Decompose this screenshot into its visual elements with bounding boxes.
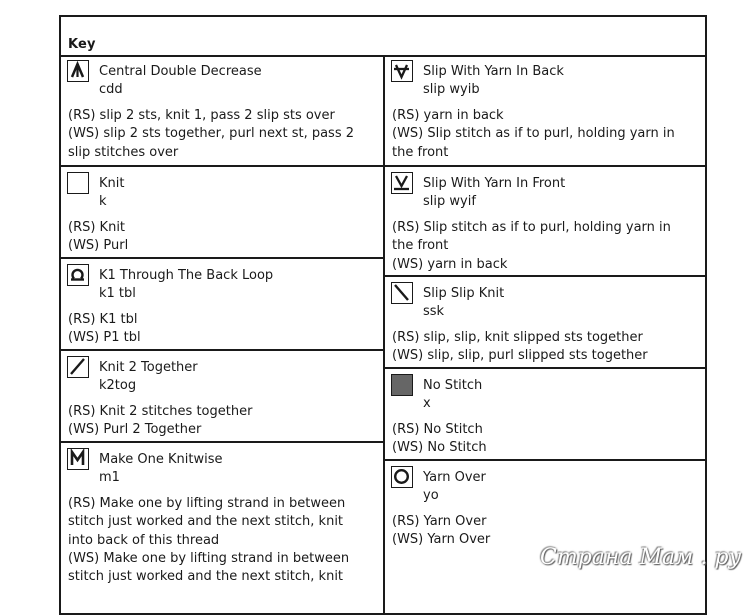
key-header: [61, 17, 705, 57]
description-line: the front: [392, 238, 449, 254]
description-line: (RS) Knit: [68, 220, 126, 235]
entry-abbr: ssk: [423, 304, 445, 319]
description-line: (WS) P1 tbl: [68, 330, 141, 346]
description-line: (RS) slip, slip, knit slipped sts together: [392, 330, 643, 345]
entry-name: Make One Knitwise: [99, 452, 223, 467]
key-entry-slip-wyif: [385, 167, 707, 277]
key-entry-cdd: [61, 55, 384, 167]
central-double-decrease-symbol-icon: [67, 60, 89, 82]
entry-name: Knit 2 Together: [99, 360, 198, 375]
description-line: (RS) Knit 2 stitches together: [68, 404, 253, 419]
entry-abbr: k1 tbl: [99, 286, 136, 301]
yarn-over-symbol-icon: [391, 466, 413, 488]
entry-description: [392, 329, 702, 366]
description-line: (RS) K1 tbl: [68, 312, 138, 327]
entry-description: [68, 311, 378, 348]
entry-abbr: slip wyif: [423, 194, 476, 209]
entry-name: Knit: [99, 176, 125, 191]
key-entry-yarn-over: [385, 461, 707, 613]
entry-name: No Stitch: [423, 378, 483, 393]
description-line: (WS) Purl: [68, 238, 129, 254]
entry-description: [68, 495, 378, 586]
entry-abbr: cdd: [99, 82, 123, 97]
entry-description: [68, 403, 378, 440]
entry-description: [68, 219, 378, 256]
entry-name: Slip With Yarn In Front: [423, 176, 566, 191]
entry-description: [68, 107, 378, 162]
entry-name: Yarn Over: [423, 470, 486, 485]
description-line: (WS) yarn in back: [392, 256, 508, 272]
description-line: (RS) Make one by lifting strand in between: [68, 496, 346, 511]
description-line: slip stitches over: [68, 144, 179, 160]
key-entry-slip-wyib: [385, 55, 707, 167]
stitch-key-table: [59, 15, 707, 615]
entry-description: [392, 421, 702, 458]
description-line: (RS) No Stitch: [392, 422, 483, 437]
slip-wyib-symbol-icon: [391, 60, 413, 82]
description-line: the front: [392, 144, 449, 160]
key-entry-k1tbl: [61, 259, 384, 351]
key-entry-m1: [61, 443, 384, 613]
description-line: (RS) slip 2 sts, knit 1, pass 2 slip sts over: [68, 108, 335, 123]
description-line: (RS) Slip stitch as if to purl, holding yarn in: [392, 220, 671, 235]
entry-name: Slip Slip Knit: [423, 286, 505, 301]
entry-abbr: yo: [423, 488, 439, 503]
key-entry-knit: [61, 167, 384, 259]
description-line: stitch just worked and the next stitch, knit: [68, 514, 344, 530]
entry-abbr: m1: [99, 470, 120, 485]
description-line: (RS) Yarn Over: [392, 514, 487, 529]
make-one-symbol-icon: [67, 448, 89, 470]
entry-abbr: k2tog: [99, 378, 137, 393]
description-line: (WS) slip, slip, purl slipped sts together: [392, 348, 648, 364]
description-line: (WS) Yarn Over: [392, 532, 491, 548]
k1-tbl-symbol-icon: [67, 264, 89, 286]
slip-wyif-symbol-icon: [391, 172, 413, 194]
entry-abbr: k: [99, 194, 107, 209]
key-entry-ssk: [385, 277, 707, 369]
entry-name: Slip With Yarn In Back: [423, 64, 564, 79]
description-line: (WS) Make one by lifting strand in between: [68, 550, 350, 566]
description-line: (WS) Slip stitch as if to purl, holding yarn in: [392, 126, 675, 142]
entry-name: K1 Through The Back Loop: [99, 268, 274, 283]
description-line: (WS) slip 2 sts together, purl next st, pass 2: [68, 126, 354, 142]
k2tog-symbol-icon: [67, 356, 89, 378]
entry-name: Central Double Decrease: [99, 64, 262, 79]
description-line: stitch just worked and the next stitch, knit: [68, 569, 344, 585]
knit-symbol-icon: [67, 172, 89, 194]
no-stitch-symbol-icon: [391, 374, 413, 396]
description-line: (WS) No Stitch: [392, 440, 487, 456]
entry-description: [392, 107, 702, 162]
description-line: (WS) Purl 2 Together: [68, 422, 202, 438]
entry-abbr: x: [423, 396, 431, 411]
key-entry-no-stitch: [385, 369, 707, 461]
description-line: into back of this thread: [68, 532, 220, 548]
entry-description: [392, 219, 702, 274]
description-line: (RS) yarn in back: [392, 108, 504, 123]
entry-abbr: slip wyib: [423, 82, 480, 97]
key-entry-k2tog: [61, 351, 384, 443]
key-title: Key: [68, 37, 96, 52]
ssk-symbol-icon: [391, 282, 413, 304]
site-watermark: Страна Мам . ру: [540, 545, 742, 570]
